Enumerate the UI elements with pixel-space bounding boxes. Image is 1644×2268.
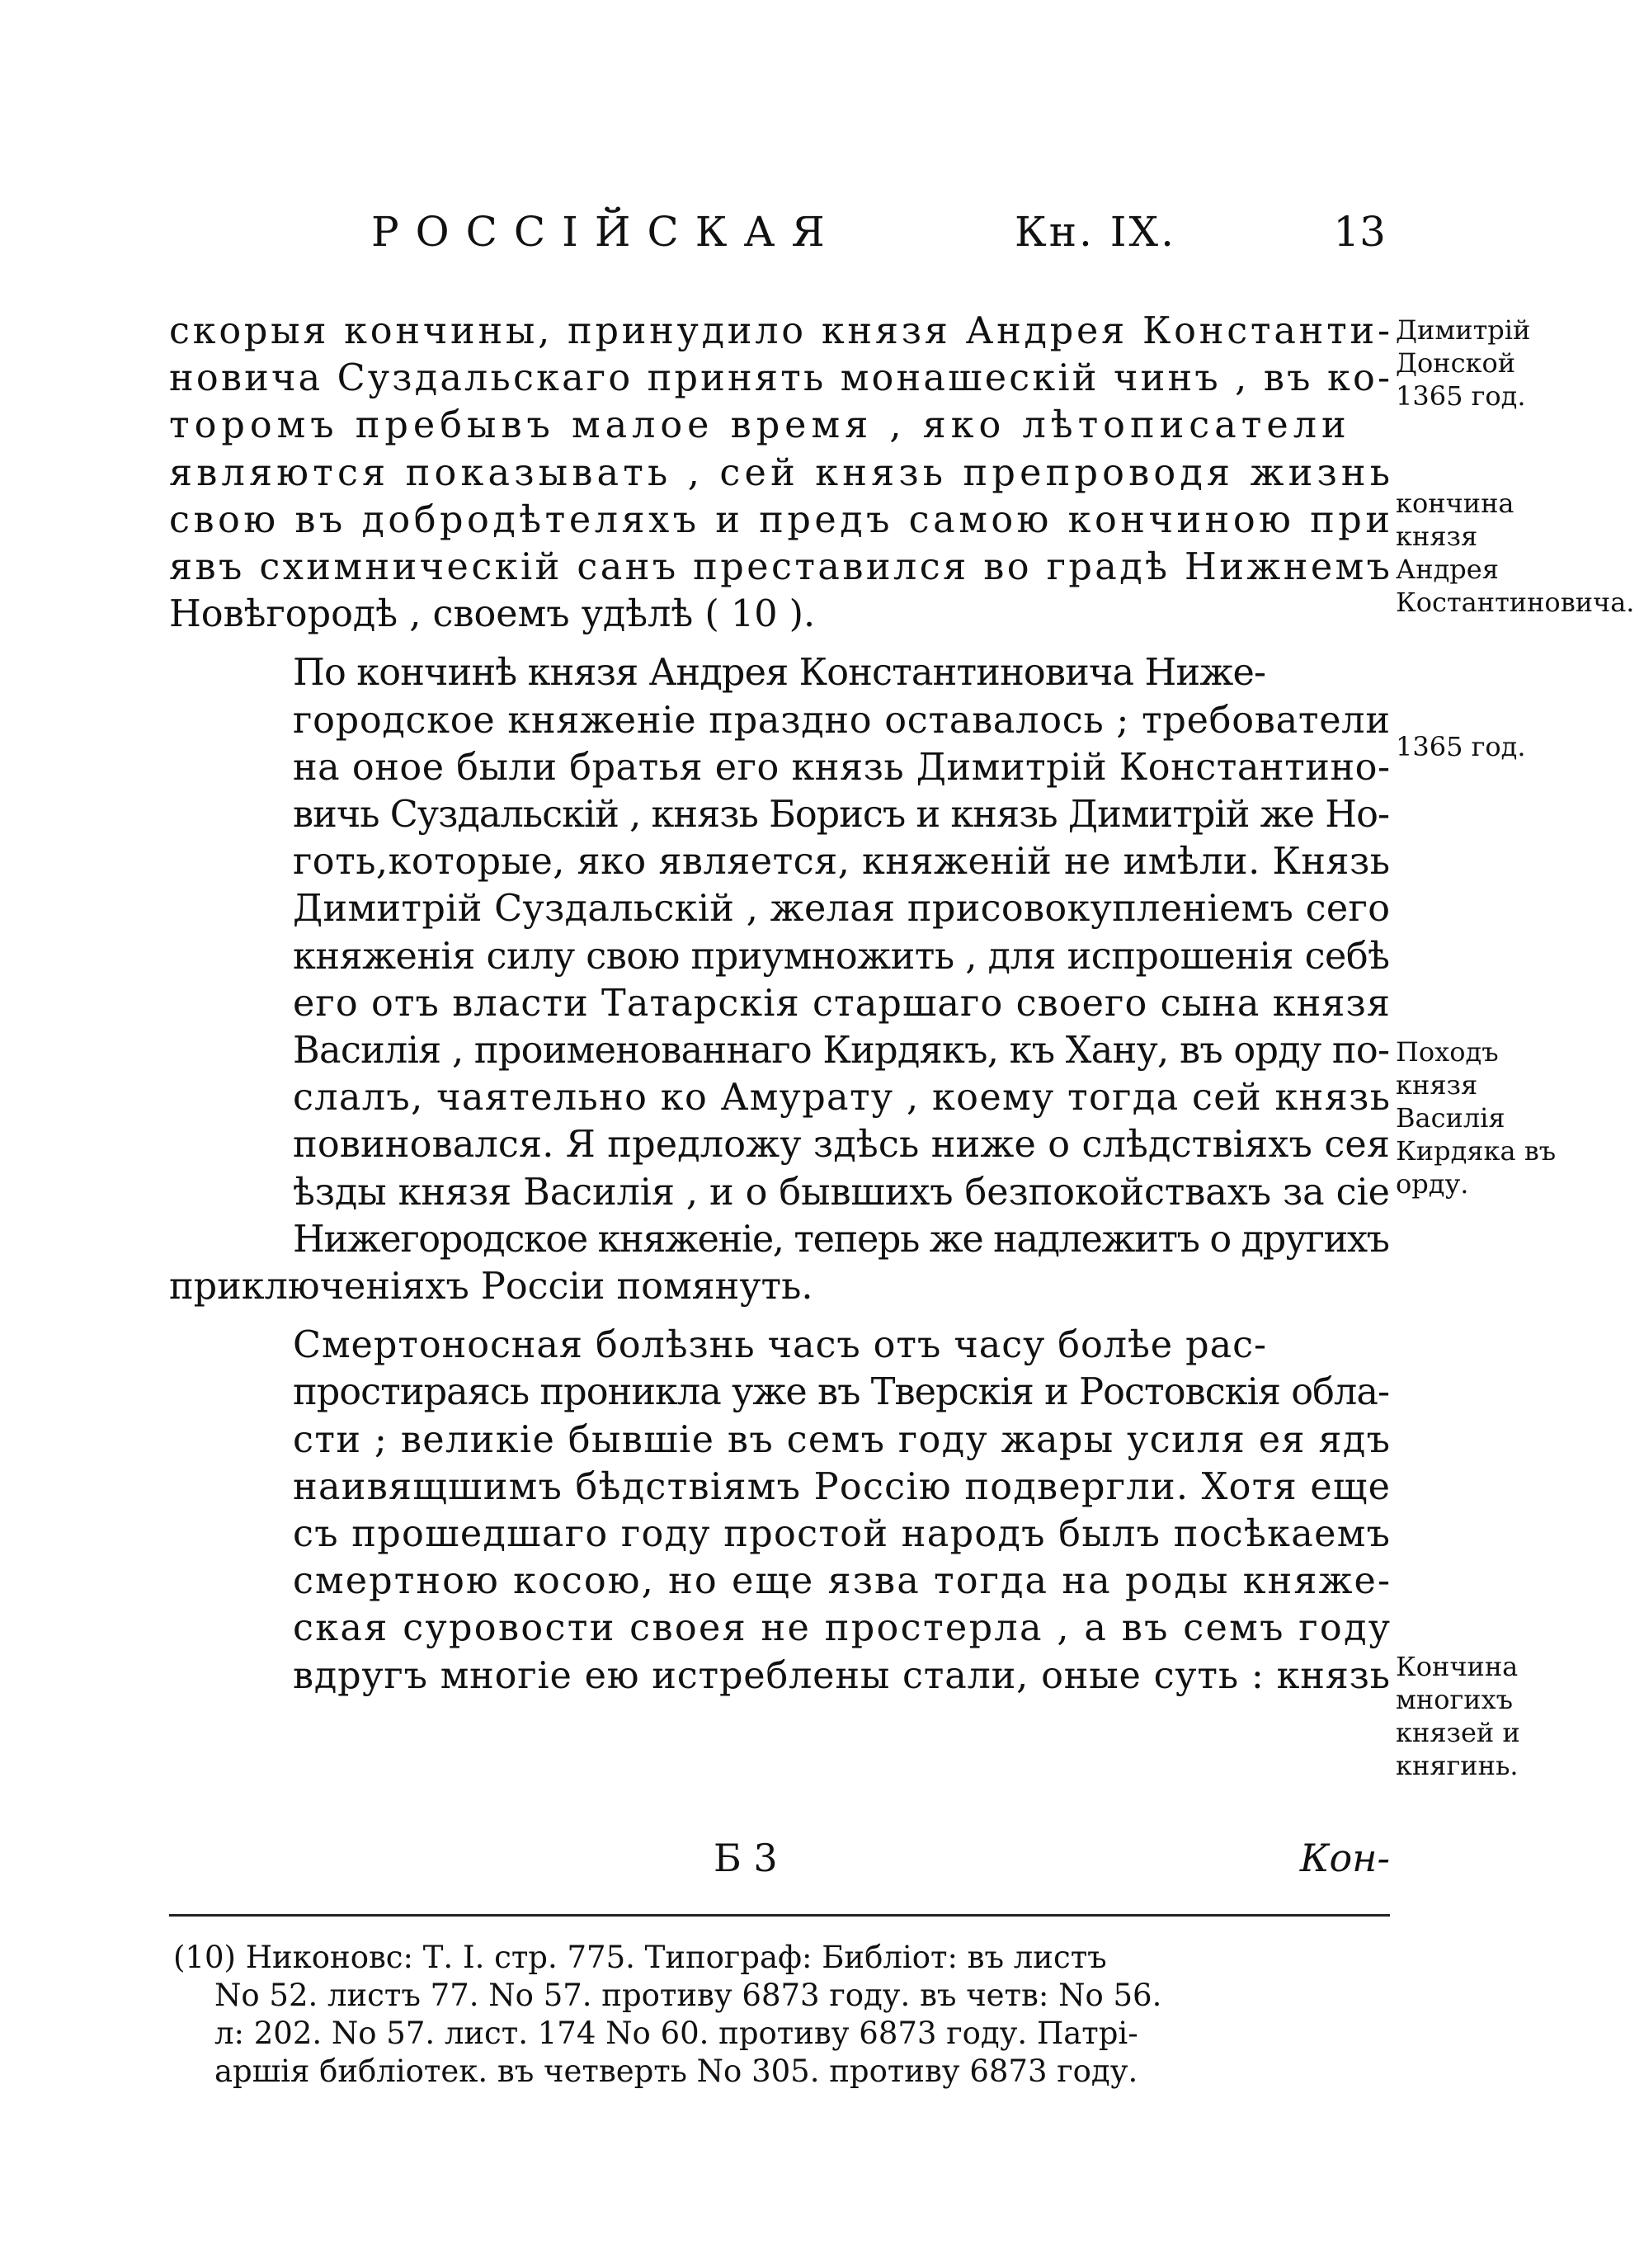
running-title: РОССІЙСКАЯ [371,208,841,256]
footnote-line: No 52. листъ 77. No 57. противу 6873 году. въ четв: No 56. [214,1978,1162,2013]
book-number: Кн. IX. [1015,208,1177,256]
text-line: простираясь проникла уже въ Тверскія и Ростовскія обла- [293,1371,1390,1414]
text-line: на оное были братья его князь Димитрій Константино- [293,746,1391,789]
footnote-line: л: 202. No 57. лист. 174 No 60. противу 6873 году. Патрі- [214,2016,1138,2051]
text-line: готь,которые, яко является, княженій не имѣли. Князь [293,841,1391,884]
text-line: сти ; великіе бывшіе въ семъ году жары усиля ея ядъ [293,1418,1392,1461]
paragraph-3 [169,1322,1390,1700]
text-line-last: приключеніяхъ Россіи помянуть. [169,1266,813,1308]
margin-note-vasily-campaign: Походъ князя Василія Кирдяка въ орду. [1396,1036,1557,1200]
text-line: новича Суздальскаго принять монашескій чинъ , въ ко- [169,357,1393,400]
paragraph-1 [169,308,1395,638]
text-line: Смертоносная болѣзнь часъ отъ часу болѣе рас- [293,1324,1267,1367]
catchword: Кон- [1299,1836,1390,1880]
text-line-last: Новѣгородѣ , своемъ удѣлѣ ( 10 ). [169,593,816,636]
margin-note-year: 1365 год. [1396,731,1526,762]
text-line: ѣзды князя Василія , и о бывшихъ безпокойствахъ за сіе [293,1171,1390,1214]
text-line: его отъ власти Татарскія старшаго своего сына князя [293,982,1392,1025]
text-line: скорыя кончины, принудило князя Андрея Константи- [169,310,1393,352]
text-line: Димитрій Суздальскій , желая присовокупленіемъ сего [293,888,1391,931]
paragraph-2 [169,649,1390,1310]
text-line: вичь Суздальскій , князь Борисъ и князь Димитрій же Но- [293,794,1390,837]
margin-note-death-of-andrey: кончина князя Андрея Костантиновича. [1396,488,1635,618]
page-number: 13 [1333,208,1386,256]
footnote-line: (10) Никоновс: Т. I. стр. 775. Типограф: Библіот: въ листъ [173,1940,1107,1975]
text-line: Василія , проименованнаго Кирдякъ, къ Хану, въ орду по- [293,1030,1390,1073]
margin-note-death-of-princes: Кончина многихъ князей и княгинь. [1396,1651,1520,1781]
catchline [169,1836,1390,1885]
text-line: ская суровости своея не простерла , а въ семъ году [293,1607,1392,1650]
footnote-rule [169,1914,1390,1917]
text-line: Нижегородское княженіе, теперь же надлежитъ о другихъ [293,1218,1389,1261]
footnote [173,1939,1394,2091]
text-line: По кончинѣ князя Андрея Константиновича Ниже- [293,652,1266,695]
text-line: смертною косою, но еще язва тогда на роды княже- [293,1560,1392,1603]
text-line: съ прошедшаго году простой народъ былъ посѣкаемъ [293,1513,1392,1556]
text-line: вдругъ многіе ею истреблены стали, оные суть : князь [293,1654,1391,1697]
text-line: княженія силу свою приумножить , для испрошенія себѣ [293,935,1390,978]
text-line: городское княженіе праздно оставалось ; требователи [293,699,1391,742]
main-text [169,308,1395,1700]
signature-mark: Б 3 [714,1836,778,1880]
text-line: торомъ пребывъ малое время , яко лѣтописатели [169,404,1351,447]
text-line: повиновался. Я предложу здѣсь ниже о слѣдствіяхъ сея [293,1124,1391,1167]
running-header [371,208,1386,282]
text-line: слалъ, чаятельно ко Амурату , коему тогда сей князь [293,1077,1392,1120]
text-line: свою въ добродѣтеляхъ и предъ самою кончиною при [169,498,1394,541]
margin-note-dmitry-donskoy: Димитрій Донской 1365 год. [1396,314,1531,412]
text-line: наивящшимъ бѣдствіямъ Россію подвергли. Хотя еще [293,1465,1392,1508]
text-line: явъ схимническій санъ преставился во градѣ Нижнемъ [169,546,1393,589]
footnote-line: аршія библіотек. въ четверть No 305. противу 6873 году. [214,2053,1138,2089]
text-line: являются показывать , сей князь препроводя жизнь [169,451,1395,494]
